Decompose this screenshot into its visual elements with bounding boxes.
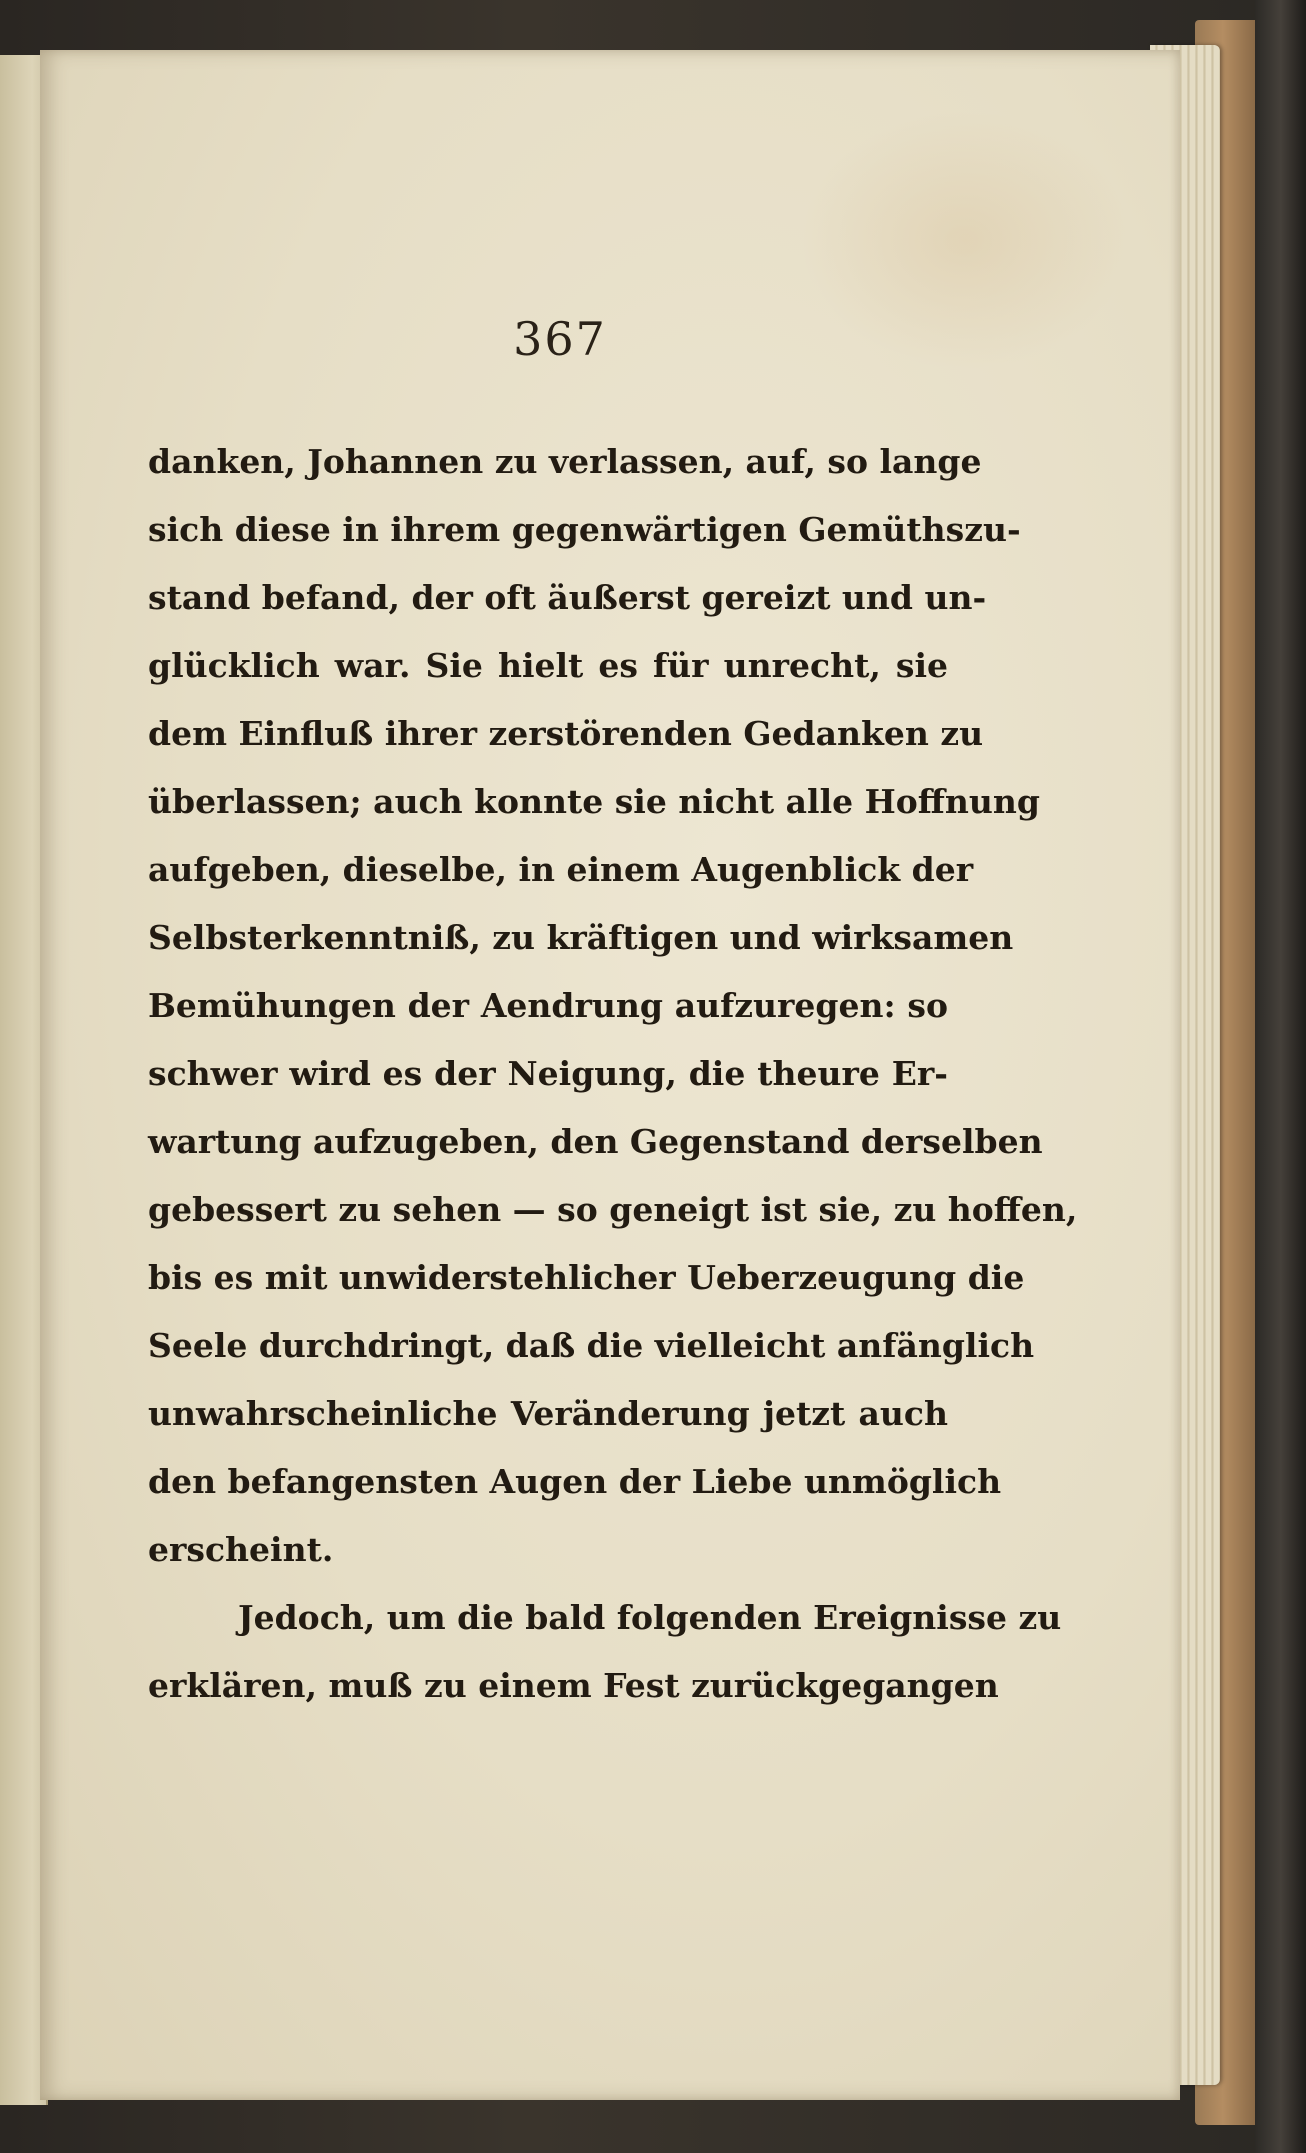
text-block	[148, 428, 1078, 1720]
paragraph-2	[148, 1584, 1062, 1720]
page-number: 367	[513, 312, 607, 366]
text-line: erscheint.	[148, 1530, 334, 1569]
text-line: Seele durchdringt, daß die vielleicht anfänglich	[148, 1326, 1035, 1365]
text-line: stand befand, der oft äußerst gereizt und un-	[148, 578, 987, 617]
book-page	[40, 50, 1180, 2100]
text-line: wartung aufzugeben, den Gegenstand derselben	[148, 1122, 1043, 1161]
text-line: unwahrscheinliche Veränderung jetzt auch	[148, 1394, 948, 1433]
cover-right-edge	[1255, 0, 1306, 2153]
text-line: aufgeben, dieselbe, in einem Augenblick der	[148, 850, 974, 889]
text-line: sich diese in ihrem gegenwärtigen Gemüthszu-	[148, 510, 1021, 549]
text-line: bis es mit unwiderstehlicher Ueberzeugung die	[148, 1258, 1025, 1297]
text-line: Selbsterkenntniß, zu kräftigen und wirksamen	[148, 918, 1014, 957]
text-line: schwer wird es der Neigung, die theure Er-	[148, 1054, 948, 1093]
paper-stain	[800, 110, 1130, 370]
text-line: gebessert zu sehen — so geneigt ist sie, zu hoffen,	[148, 1190, 1078, 1229]
paragraph-1	[148, 428, 1078, 1584]
text-line: dem Einfluß ihrer zerstörenden Gedanken zu	[148, 714, 984, 753]
text-line: Jedoch, um die bald folgenden Ereignisse zu	[238, 1598, 1062, 1637]
text-line: danken, Johannen zu verlassen, auf, so lange	[148, 442, 982, 481]
text-line: erklären, muß zu einem Fest zurückgegangen	[148, 1666, 999, 1705]
text-line: Bemühungen der Aendrung aufzuregen: so	[148, 986, 948, 1025]
text-line: überlassen; auch konnte sie nicht alle Hoffnung	[148, 782, 1040, 821]
text-line: glücklich war. Sie hielt es für unrecht, sie	[148, 646, 948, 685]
text-line: den befangensten Augen der Liebe unmöglich	[148, 1462, 1002, 1501]
